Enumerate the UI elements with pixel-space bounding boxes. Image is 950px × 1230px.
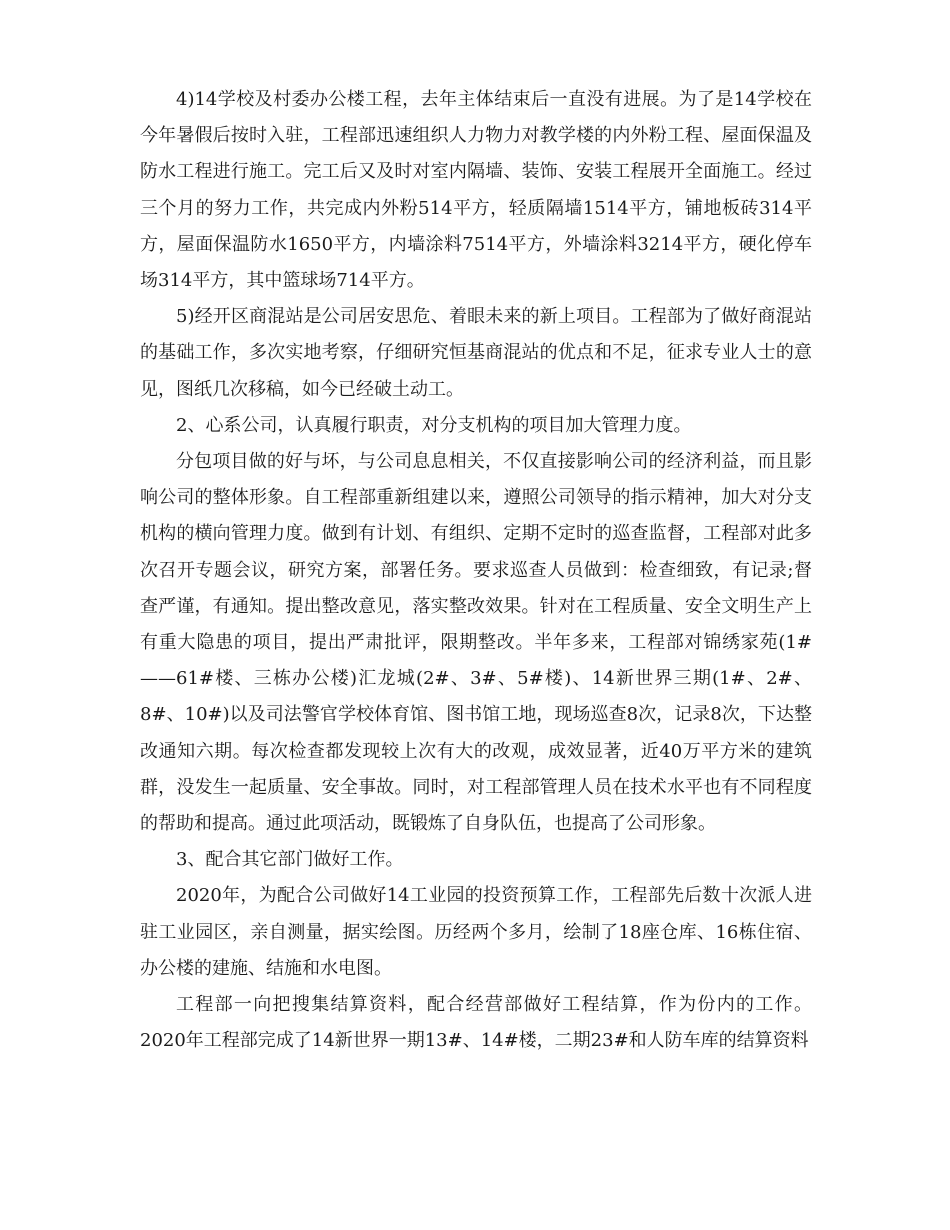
- heading-branch-management: 2、心系公司，认真履行职责，对分支机构的项目加大管理力度。: [176, 414, 692, 436]
- paragraph-school-project: 4)14学校及村委办公楼工程，去年主体结束后一直没有进展。为了是14学校在今年暑假后按时入驻，工程部迅速组织人力物力对教学楼的内外粉工程、屋面保温及防水工程进行施工。完工后又及时对室内隔墙、装饰、安装工程展开全面施工。经过三个月的努力工作，共完成内外粉514平方，轻质隔墙1514平方，铺地板砖314平方，屋面保温防水1650平方，内墙涂料7514平方，外墙涂料3214平方，硬化停车场314平方，其中篮球场714平方。: [140, 89, 812, 292]
- heading-cooperation: 3、配合其它部门做好工作。: [176, 849, 404, 871]
- paragraph-concrete-station: 5)经开区商混站是公司居安思危、着眼未来的新上项目。工程部为了做好商混站的基础工作，多次实地考察，仔细研究恒基商混站的优点和不足，征求专业人士的意见，图纸几次移稿，如今已经破土动工。: [140, 306, 812, 400]
- paragraph-branch-management: 分包项目做的好与坏，与公司息息相关，不仅直接影响公司的经济利益，而且影响公司的整体形象。自工程部重新组建以来，遵照公司领导的指示精神，加大对分支机构的横向管理力度。做到有计划、有组织、定期不定时的巡查监督，工程部对此多次召开专题会议，研究方案，部署任务。要求巡查人员做到：检查细致，有记录;督查严谨，有通知。提出整改意见，落实整改效果。针对在工程质量、安全文明生产上有重大隐患的项目，提出严肃批评，限期整改。半年多来，工程部对锦绣家苑(1#——61#楼、三栋办公楼)汇龙城(2#、3#、5#楼)、14新世界三期(1#、2#、8#、10#)以及司法警官学校体育馆、图书馆工地，现场巡查8次，记录8次，下达整改通知六期。每次检查都发现较上次有大的改观，成效显著，近40万平方米的建筑群，没发生一起质量、安全事故。同时，对工程部管理人员在技术水平也有不同程度的帮助和提高。通过此项活动，既锻炼了自身队伍，也提高了公司形象。: [140, 451, 812, 835]
- paragraph-settlement: 工程部一向把搜集结算资料，配合经营部做好工程结算，作为份内的工作。2020年工程部完成了14新世界一期13#、14#楼，二期23#和人防车库的结算资料: [140, 994, 812, 1052]
- document-body: [140, 82, 812, 1059]
- paragraph-industrial-park: 2020年，为配合公司做好14工业园的投资预算工作，工程部先后数十次派人进驻工业园区，亲自测量，据实绘图。历经两个多月，绘制了18座仓库、16栋住宿、办公楼的建施、结施和水电图。: [140, 885, 812, 979]
